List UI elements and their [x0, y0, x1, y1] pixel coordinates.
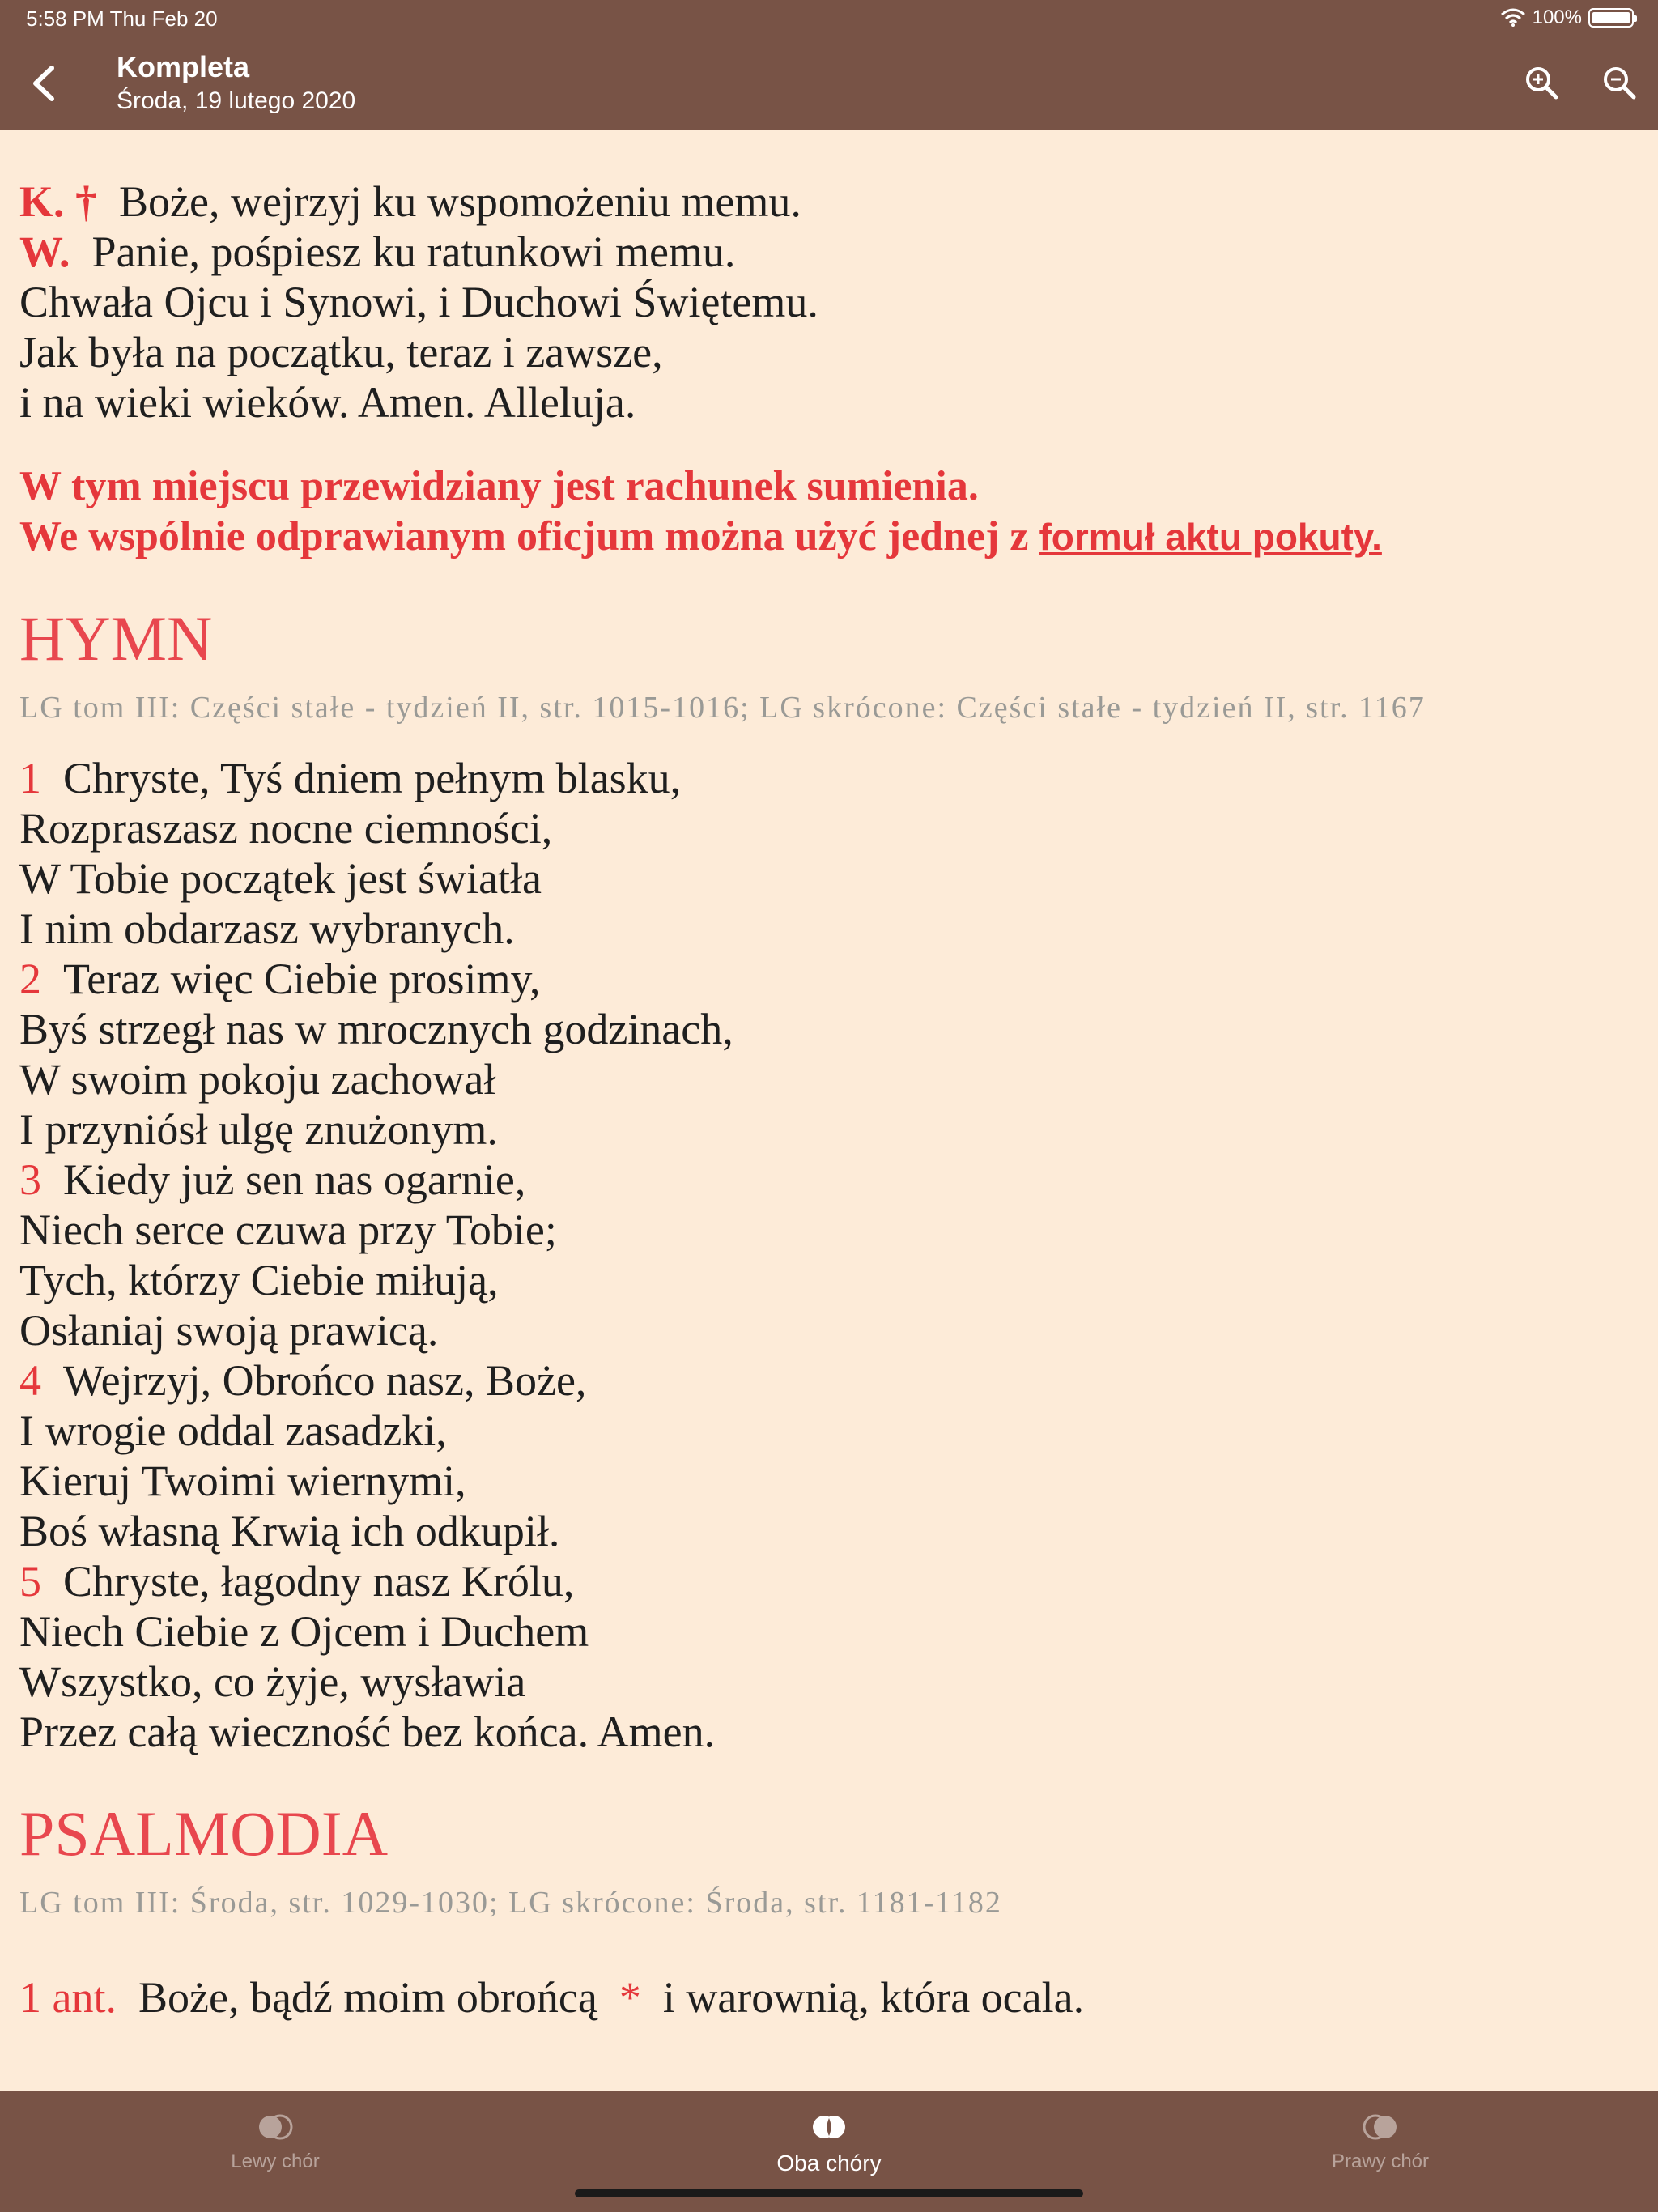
antiphon-asterisk: * — [619, 1973, 641, 2022]
stanza-line: Byś strzegł nas w mrocznych godzinach, — [19, 1005, 733, 1053]
k-marker: K. † — [19, 177, 98, 226]
stanza-line: Niech serce czuwa przy Tobie; — [19, 1206, 557, 1254]
stanza-line: Chryste, Tyś dniem pełnym blasku, — [63, 754, 682, 802]
page-subtitle: Środa, 19 lutego 2020 — [117, 87, 356, 114]
status-indicators — [1500, 6, 1634, 29]
right-choir-icon — [1362, 2113, 1399, 2141]
stanza-number: 2 — [19, 955, 41, 1003]
liturgy-text — [19, 177, 1639, 2023]
stanza-number: 4 — [19, 1356, 41, 1405]
tab-left-choir[interactable] — [154, 2113, 397, 2173]
stanza-line: Boś własną Krwią ich odkupił. — [19, 1507, 560, 1555]
stanza-line: I przyniósł ulgę znużonym. — [19, 1105, 498, 1154]
stanza-line: Osłaniaj swoją prawicą. — [19, 1306, 439, 1355]
hymn-stanza — [19, 954, 1639, 1155]
psalmodia-heading: PSALMODIA — [19, 1798, 389, 1869]
hymn-stanza — [19, 753, 1639, 954]
status-time: 5:58 PM Thu Feb 20 — [26, 6, 218, 31]
verse-k — [19, 177, 1639, 227]
hymn-stanza — [19, 1155, 1639, 1355]
hymn-heading: HYMN — [19, 603, 213, 674]
wifi-icon — [1500, 8, 1526, 28]
rubric-line: W tym miejscu przewidziany jest rachunek sumienia. — [19, 463, 979, 509]
left-choir-icon — [257, 2113, 294, 2141]
stanza-line: Rozpraszasz nocne ciemności, — [19, 804, 553, 853]
stanza-line: W swoim pokoju zachował — [19, 1055, 496, 1104]
stanza-line: Wejrzyj, Obrońco nasz, Boże, — [63, 1356, 587, 1405]
battery-icon — [1588, 8, 1634, 28]
hymn-stanza — [19, 1556, 1639, 1757]
doxology-line: i na wieki wieków. Amen. Alleluja. — [19, 378, 636, 427]
hymn-stanza — [19, 1355, 1639, 1556]
stanza-line: I wrogie oddal zasadzki, — [19, 1406, 447, 1455]
psalmodia-reference: LG tom III: Środa, str. 1029-1030; LG skrócone: Środa, str. 1181-1182 — [19, 1886, 1002, 1920]
k-text: Boże, wejrzyj ku wspomożeniu memu. — [119, 177, 801, 226]
antiphon-text: Boże, bądź moim obrońcą — [138, 1973, 597, 2022]
stanza-line: Chryste, łagodny nasz Królu, — [63, 1557, 575, 1606]
tab-label: Prawy chór — [1331, 2150, 1430, 2172]
tab-label: Oba chóry — [776, 2150, 882, 2176]
tab-label: Lewy chór — [231, 2150, 320, 2172]
battery-percent: 100% — [1532, 6, 1582, 28]
zoom-in-icon[interactable] — [1524, 65, 1559, 100]
stanza-line: I nim obdarzasz wybranych. — [19, 904, 515, 953]
home-indicator — [575, 2189, 1083, 2197]
stanza-line: Wszystko, co żyje, wysławia — [19, 1657, 526, 1706]
antiphon-label: 1 ant. — [19, 1973, 117, 2022]
tab-both-choirs[interactable] — [708, 2113, 950, 2176]
stanza-number: 5 — [19, 1557, 41, 1606]
antiphon-text: i warownią, która ocala. — [662, 1973, 1085, 2022]
stanza-line: Przez całą wieczność bez końca. Amen. — [19, 1708, 716, 1756]
page-title: Kompleta — [117, 50, 250, 83]
back-chevron-icon[interactable] — [28, 63, 60, 104]
stanza-line: Kieruj Twoimi wiernymi, — [19, 1457, 466, 1505]
doxology-line: Chwała Ojcu i Synowi, i Duchowi Świętemu. — [19, 278, 818, 326]
tab-right-choir[interactable] — [1259, 2113, 1502, 2173]
stanza-line: Kiedy już sen nas ogarnie, — [63, 1155, 526, 1204]
hymn-reference: LG tom III: Części stałe - tydzień II, str. 1015-1016; LG skrócone: Części stałe - tydzień II, str. 1167 — [19, 691, 1426, 725]
w-marker: W. — [19, 228, 70, 276]
stanza-line: W Tobie początek jest światła — [19, 854, 542, 903]
penance-formula-link[interactable]: formuł aktu pokuty. — [1039, 516, 1382, 558]
navigation-bar — [0, 0, 1658, 130]
antiphon — [19, 1972, 1639, 2023]
stanza-number: 3 — [19, 1155, 41, 1204]
stanza-line: Tych, którzy Ciebie miłują, — [19, 1256, 499, 1304]
both-choirs-icon — [810, 2113, 848, 2141]
doxology-line: Jak była na początku, teraz i zawsze, — [19, 328, 663, 376]
stanza-line: Teraz więc Ciebie prosimy, — [63, 955, 541, 1003]
zoom-out-icon[interactable] — [1601, 65, 1637, 100]
rubric-line — [19, 512, 1639, 562]
stanza-line: Niech Ciebie z Ojcem i Duchem — [19, 1607, 589, 1656]
w-text: Panie, pośpiesz ku ratunkowi memu. — [91, 228, 736, 276]
stanza-number: 1 — [19, 754, 41, 802]
rubric-text: We wspólnie odprawianym oficjum można użyć jednej z — [19, 513, 1029, 559]
verse-w — [19, 227, 1639, 277]
